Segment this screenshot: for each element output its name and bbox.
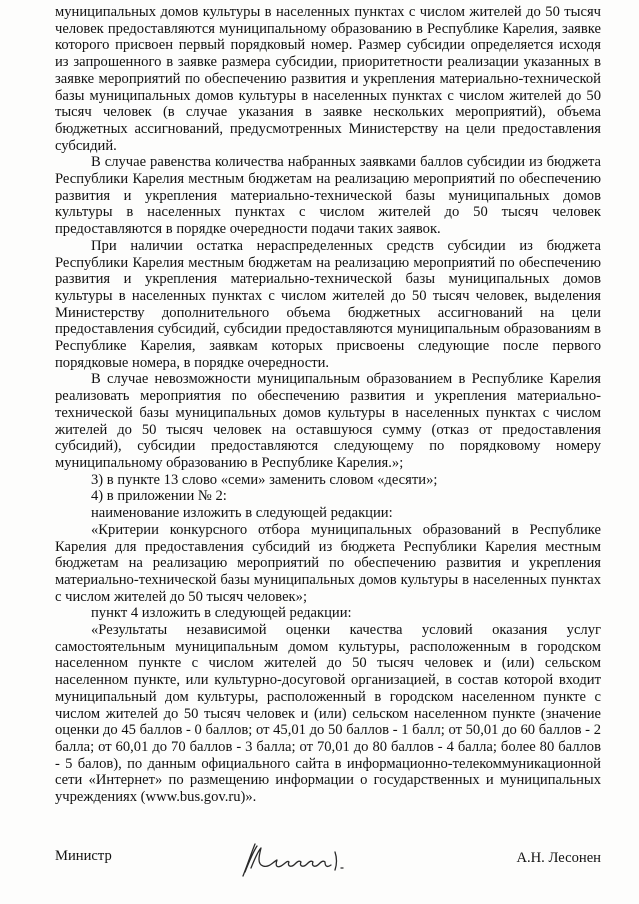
paragraph-2: В случае равенства количества набранных заявками баллов субсидии из бюджета Республики Карелия местным бюджетам на реализацию мероприятий по обеспечению развития и укрепления материально-технической базы муниципальных домов культуры в населенных пунктах с числом жителей до 50 тысяч человек предоставляются в порядке очередности подачи таких заявок.: [55, 154, 601, 238]
document-body: [55, 4, 601, 806]
paragraph-10: «Результаты независимой оценки качества условий оказания услуг самостоятельным муниципальным домом культуры, расположенным в городском населенном пункте с числом жителей до 50 тысяч человек и (или) сельском населенном пункте, или культурно-досуговой организацией, в состав которой входит муниципальный дом культуры, расположенный в городском населенном пункте с числом жителей до 50 тысяч человек и (или) сельском населенном пункте (значение оценки до 45 баллов - 0 баллов; от 45,01 до 50 баллов - 1 балл; от 50,01 до 60 баллов - 2 балла; от 60,01 до 70 баллов - 3 балла; от 70,01 до 80 баллов - 4 балла; более 80 баллов - 5 балов), по данным официального сайта в информационно-телекоммуникационной сети «Интернет» по размещению информации о государственных и муниципальных учреждениях (www.bus.gov.ru)».: [55, 622, 601, 806]
signature-block: [55, 838, 601, 888]
paragraph-7: наименование изложить в следующей редакции:: [91, 505, 393, 522]
paragraph-1: муниципальных домов культуры в населенных пунктах с числом жителей до 50 тысяч человек предоставляются муниципальному образованию в Республике Карелия, заявке которого присвоен первый порядковый номер. Размер субсидии определяется исходя из запрошенного в заявке размера субсидии, приоритетности реализации указанных в заявке мероприятий по обеспечению развития и укрепления материально-технической базы муниципальных домов культуры в населенных пунктах с числом жителей до 50 тысяч человек (в случае указания в заявке нескольких мероприятий), объема бюджетных ассигнований, предусмотренных Министерству на цели предоставления субсидий.: [55, 4, 601, 154]
handwritten-signature-icon: [237, 838, 357, 880]
paragraph-4: В случае невозможности муниципальным образованием в Республике Карелия реализовать мероприятия по обеспечению развития и укрепления материально-технической базы муниципальных домов культуры в населенных пунктах с числом жителей до 50 тысяч человек на оставшуюся сумму (отказ от предоставления субсидий), субсидии предоставляются следующему по порядковому номеру муниципальному образованию в Республике Карелия.»;: [55, 371, 601, 471]
paragraph-5: 3) в пункте 13 слово «семи» заменить словом «десяти»;: [91, 471, 438, 488]
paragraph-3: При наличии остатка нераспределенных средств субсидии из бюджета Республики Карелия местным бюджетам на реализацию мероприятий по обеспечению развития и укрепления материально-технической базы муниципальных домов культуры в населенных пунктах с числом жителей до 50 тысяч человек, выделения Министерству дополнительного объема бюджетных ассигнований на цели предоставления субсидий, субсидии предоставляются муниципальным образованиям в Республике Карелия, заявкам которых присвоены следующие после первого порядковые номера, в порядке очередности.: [55, 237, 601, 371]
paragraph-8: «Критерии конкурсного отбора муниципальных образований в Республике Карелия для предоставления субсидий из бюджета Республики Карелия местным бюджетам на реализацию мероприятий по обеспечению развития и укрепления материально-технической базы муниципальных домов культуры в населенных пунктах с числом жителей до 50 тысяч человек»;: [55, 521, 601, 605]
signatory-name: А.Н. Лесонен: [516, 850, 601, 866]
paragraph-9: пункт 4 изложить в следующей редакции:: [91, 605, 352, 622]
paragraph-6: 4) в приложении № 2:: [91, 488, 227, 505]
signatory-title: Министр: [55, 848, 112, 864]
